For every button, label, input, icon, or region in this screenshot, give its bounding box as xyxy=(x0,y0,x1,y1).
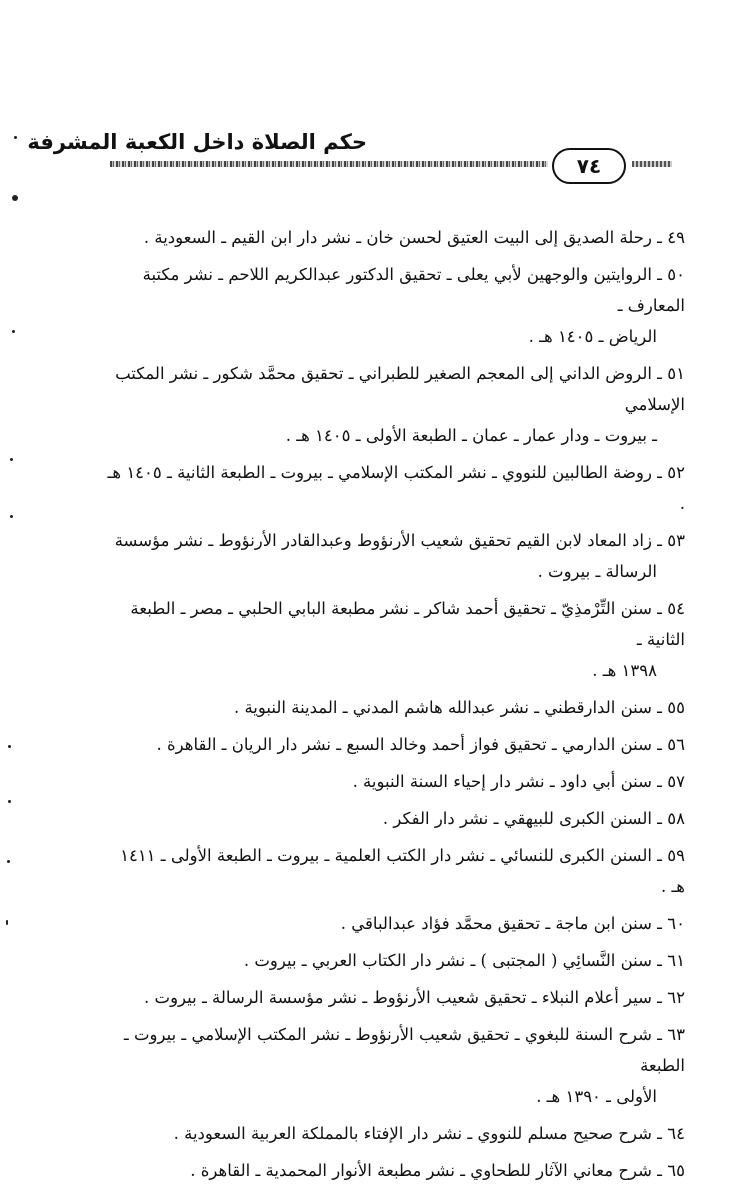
scan-speck xyxy=(12,330,15,333)
bibliography-entry-59 xyxy=(105,840,685,902)
entry-line: ٥٧ ـ سنن أبي داود ـ نشر دار إحياء السنة النبوية . xyxy=(352,772,685,791)
bibliography-entry-61 xyxy=(105,945,685,976)
bibliography-entry-63 xyxy=(105,1019,685,1112)
bibliography-entry-55 xyxy=(105,692,685,723)
bibliography-entry-52 xyxy=(105,457,685,519)
scan-speck xyxy=(6,920,8,925)
bibliography-entry-62 xyxy=(105,982,685,1013)
scan-speck xyxy=(10,458,13,461)
bibliography-entry-64 xyxy=(105,1118,685,1149)
entry-line: ٥١ ـ الروض الداني إلى المعجم الصغير للطبراني ـ تحقيق محمَّد شكور ـ نشر المكتب الإسلامي xyxy=(115,364,685,414)
entry-line: ٦٣ ـ شرح السنة للبغوي ـ تحقيق شعيب الأرنؤوط ـ نشر المكتب الإسلامي ـ بيروت ـ الطبعة xyxy=(123,1025,685,1075)
scan-speck xyxy=(8,745,11,748)
running-header-title: حكم الصلاة داخل الكعبة المشرفة xyxy=(27,130,367,154)
entry-line: ٥٣ ـ زاد المعاد لابن القيم تحقيق شعيب الأرنؤوط وعبدالقادر الأرنؤوط ـ نشر مؤسسة xyxy=(114,531,685,550)
entry-continuation: ١٣٩٨ هـ . xyxy=(592,661,657,680)
page-number-badge: ٧٤ xyxy=(552,148,626,184)
bibliography-entry-54 xyxy=(105,593,685,686)
bibliography-entry-58 xyxy=(105,803,685,834)
scan-speck xyxy=(14,136,17,139)
entry-line: ٥٠ ـ الروايتين والوجهين لأبي يعلى ـ تحقيق الدكتور عبدالكريم اللاحم ـ نشر مكتبة المعارف ـ xyxy=(142,265,685,315)
bibliography-entry-60 xyxy=(105,908,685,939)
entry-line: ٥٤ ـ سنن التِّرْمذِيّ ـ تحقيق أحمد شاكر ـ نشر مطبعة البابي الحلبي ـ مصر ـ الطبعة الثانية ـ xyxy=(130,599,685,649)
entry-line: ٦٠ ـ سنن ابن ماجة ـ تحقيق محمَّد فؤاد عبدالباقي . xyxy=(340,914,685,933)
scan-speck xyxy=(7,860,10,863)
scan-speck xyxy=(10,515,13,518)
bibliography-entry-56 xyxy=(105,729,685,760)
entry-line: ٦١ ـ سنن النَّسائِي ( المجتبى ) ـ نشر دار الكتاب العربي ـ بيروت . xyxy=(243,951,685,970)
entry-line: ٥٥ ـ سنن الدارقطني ـ نشر عبدالله هاشم المدني ـ المدينة النبوية . xyxy=(233,698,685,717)
header-rule xyxy=(110,161,548,167)
bibliography-entry-51 xyxy=(105,358,685,451)
entry-line: ٤٩ ـ رحلة الصديق إلى البيت العتيق لحسن خان ـ نشر دار ابن القيم ـ السعودية . xyxy=(143,228,685,247)
entry-line: ٥٦ ـ سنن الدارمي ـ تحقيق فواز أحمد وخالد السبع ـ نشر دار الريان ـ القاهرة . xyxy=(156,735,685,754)
entry-continuation: الرياض ـ ١٤٠٥ هـ . xyxy=(528,327,657,346)
bibliography-entry-53 xyxy=(105,525,685,587)
bibliography-entry-49 xyxy=(105,222,685,253)
bibliography-list xyxy=(105,222,685,1192)
entry-line: ٥٢ ـ روضة الطالبين للنووي ـ نشر المكتب الإسلامي ـ بيروت ـ الطبعة الثانية ـ ١٤٠٥ هـ . xyxy=(107,463,685,513)
bibliography-entry-57 xyxy=(105,766,685,797)
bibliography-entry-50 xyxy=(105,259,685,352)
scan-speck xyxy=(12,195,18,201)
scan-speck xyxy=(8,800,11,803)
entry-line: ٦٢ ـ سير أعلام النبلاء ـ تحقيق شعيب الأرنؤوط ـ نشر مؤسسة الرسالة ـ بيروت . xyxy=(144,988,685,1007)
entry-continuation: الأولى ـ ١٣٩٠ هـ . xyxy=(536,1087,657,1106)
entry-line: ٦٥ ـ شرح معاني الآثار للطحاوي ـ نشر مطبعة الأنوار المحمدية ـ القاهرة . xyxy=(190,1161,685,1180)
entry-line: ٥٨ ـ السنن الكبرى للبيهقي ـ نشر دار الفكر . xyxy=(382,809,685,828)
entry-continuation: الرسالة ـ بيروت . xyxy=(537,562,657,581)
bibliography-entry-65 xyxy=(105,1155,685,1186)
entry-line: ٥٩ ـ السنن الكبرى للنسائي ـ نشر دار الكتب العلمية ـ بيروت ـ الطبعة الأولى ـ ١٤١١ هـ . xyxy=(120,846,685,896)
header-rule-ornament xyxy=(632,161,672,167)
entry-continuation: ـ بيروت ـ ودار عمار ـ عمان ـ الطبعة الأولى ـ ١٤٠٥ هـ . xyxy=(285,426,657,445)
entry-line: ٦٤ ـ شرح صحيح مسلم للنووي ـ نشر دار الإفتاء بالمملكة العربية السعودية . xyxy=(173,1124,685,1143)
